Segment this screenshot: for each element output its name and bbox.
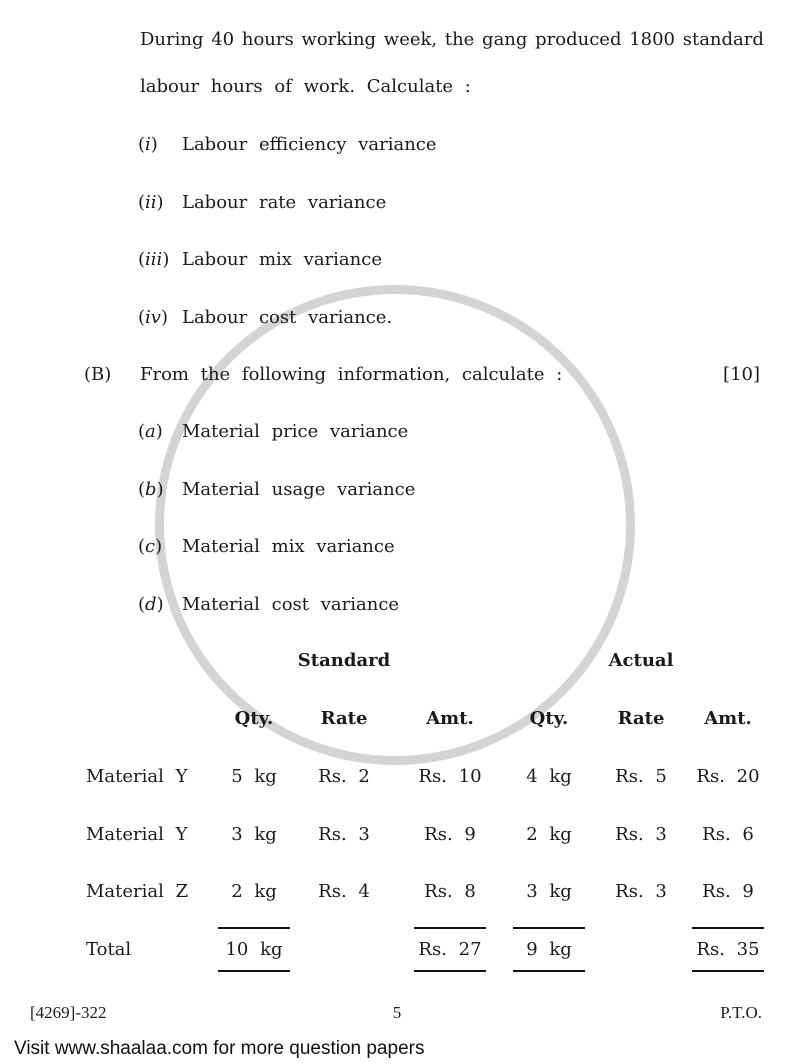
item-num: a [145, 421, 156, 442]
item-num: iv [145, 306, 161, 328]
table-cell: Rs. 9 [702, 881, 754, 902]
item-num: ii [145, 191, 157, 213]
table-cell: 2 kg [231, 881, 277, 902]
item-num: i [145, 134, 151, 155]
row-label: Material Y [86, 766, 188, 787]
labour-item-text: Labour cost variance. [182, 306, 393, 328]
total-rule [692, 970, 764, 972]
material-item-text: Material usage variance [182, 478, 416, 500]
labour-item-number: (iv) [138, 306, 168, 328]
column-header: Rate [617, 708, 665, 729]
part-b-text: From the following information, calculate : [140, 364, 563, 385]
footer-code: [4269]-322 [30, 1003, 107, 1022]
labour-item-text: Labour rate variance [182, 191, 387, 213]
table-cell: 4 kg [526, 766, 572, 787]
intro-line-2: labour hours of work. Calculate : [140, 76, 471, 97]
table-cell: 2 kg [526, 823, 572, 845]
table-cell: 3 kg [526, 881, 572, 902]
row-label: Material Z [86, 881, 189, 902]
material-item-text: Material cost variance [182, 593, 400, 615]
table-cell: Rs. 6 [702, 823, 754, 845]
total-rule [513, 927, 585, 929]
table-cell: Rs. 3 [615, 881, 667, 902]
total-rule [218, 927, 290, 929]
table-cell: Rs. 20 [696, 766, 760, 787]
total-rule [414, 970, 486, 972]
column-header: Qty. [529, 708, 569, 729]
material-item-number: (b) [138, 478, 164, 500]
group-standard: Standard [297, 650, 391, 671]
table-cell: Rs. 10 [418, 766, 482, 787]
table-cell: 10 kg [225, 938, 283, 960]
column-header: Amt. [704, 708, 752, 729]
table-cell: Rs. 2 [318, 766, 370, 787]
total-rule [414, 927, 486, 929]
row-label: Total [86, 938, 132, 960]
labour-item-text: Labour mix variance [182, 249, 382, 270]
watermark-circle [155, 285, 635, 765]
total-rule [513, 970, 585, 972]
item-num: d [145, 593, 157, 615]
table-cell: Rs. 9 [424, 823, 476, 845]
labour-item-number: (i) [138, 134, 158, 155]
total-rule [692, 927, 764, 929]
intro-line-1: During 40 hours working week, the gang produced 1800 standard [140, 29, 764, 50]
material-item-text: Material mix variance [182, 536, 395, 557]
material-item-number: (c) [138, 536, 163, 557]
labour-item-number: (ii) [138, 191, 164, 213]
item-num: iii [145, 249, 163, 270]
item-num: b [145, 478, 157, 500]
column-header: Amt. [426, 708, 474, 729]
footer-page: 5 [392, 1003, 402, 1022]
table-cell: Rs. 3 [615, 823, 667, 845]
table-cell: Rs. 4 [318, 881, 370, 902]
item-num: c [145, 536, 156, 557]
total-rule [218, 970, 290, 972]
group-actual: Actual [608, 650, 674, 671]
part-b-marks: [10] [723, 364, 760, 385]
part-b-label: (B) [84, 364, 112, 385]
material-item-number: (a) [138, 421, 163, 442]
table-cell: Rs. 8 [424, 881, 476, 902]
footer-pto: P.T.O. [720, 1003, 762, 1022]
row-label: Material Y [86, 823, 188, 845]
material-item-number: (d) [138, 593, 164, 615]
table-cell: 3 kg [231, 823, 277, 845]
table-cell: Rs. 27 [418, 938, 482, 960]
labour-item-text: Labour efficiency variance [182, 134, 437, 155]
table-cell: 5 kg [231, 766, 277, 787]
footer-visit: Visit www.shaalaa.com for more question papers [14, 1038, 425, 1059]
table-cell: Rs. 5 [615, 766, 667, 787]
column-header: Qty. [234, 708, 274, 729]
column-header: Rate [320, 708, 368, 729]
table-cell: Rs. 35 [696, 938, 760, 960]
table-cell: 9 kg [526, 938, 572, 960]
material-item-text: Material price variance [182, 421, 409, 442]
table-cell: Rs. 3 [318, 823, 370, 845]
labour-item-number: (iii) [138, 249, 170, 270]
